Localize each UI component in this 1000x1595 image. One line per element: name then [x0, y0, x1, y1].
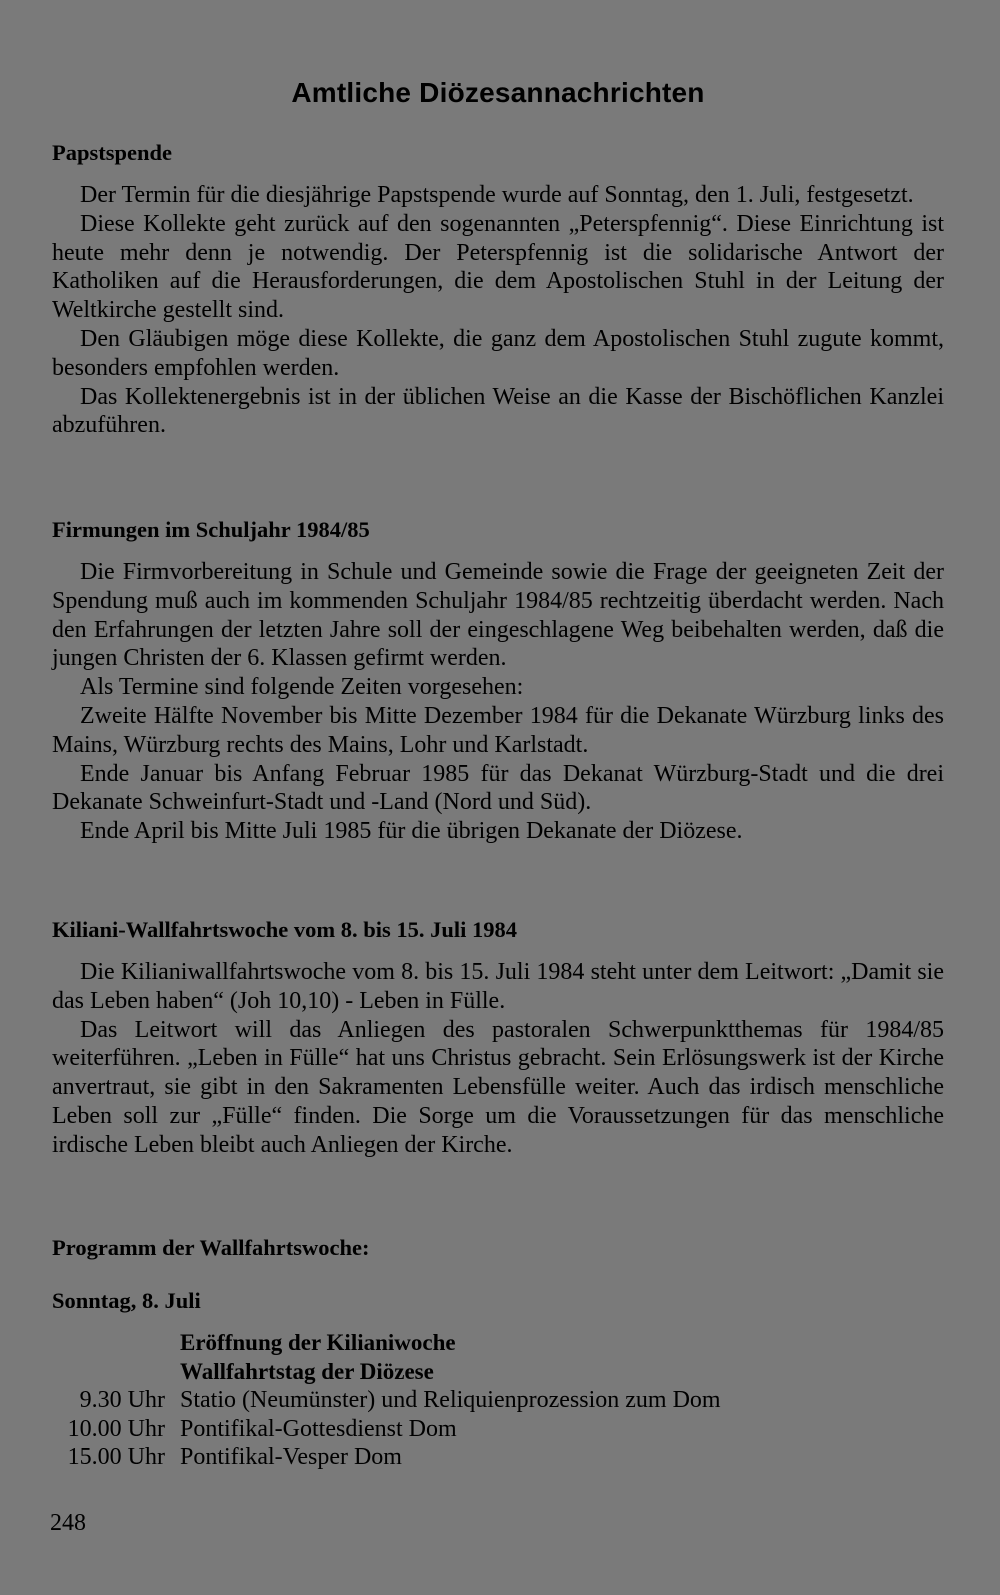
program-item: [52, 1443, 944, 1472]
section-papstspende: [52, 138, 944, 440]
program-title-row: [52, 1358, 944, 1387]
section-heading: Kiliani-Wallfahrtswoche vom 8. bis 15. Juli 1984: [52, 917, 518, 942]
program-item: [52, 1415, 944, 1444]
program-title-row: [52, 1329, 944, 1358]
document-page: [52, 70, 944, 1560]
section-heading: Firmungen im Schuljahr 1984/85: [52, 517, 370, 542]
program-item: [52, 1386, 944, 1415]
paragraph: Als Termine sind folgende Zeiten vorgesehen:: [80, 674, 524, 701]
section-firmungen: [52, 515, 944, 846]
program-text: Statio (Neumünster) und Reliquienprozession zum Dom: [180, 1387, 721, 1414]
section-kiliani: [52, 915, 944, 1160]
paragraph: Der Termin für die diesjährige Papstspende wurde auf Sonntag, den 1. Juli, festgesetzt.: [80, 182, 914, 208]
section-program: [52, 1233, 944, 1472]
program-heading: Programm der Wallfahrtswoche:: [52, 1235, 370, 1260]
paragraph: Zweite Hälfte November bis Mitte Dezember 1984 für die Dekanate Würzburg links des Mains, Würzburg rechts des Mains, Lohr und Karlstadt.: [52, 702, 944, 758]
paragraph: Die Firmvorbereitung in Schule und Gemeinde sowie die Frage der geeigneten Zeit der Spendung muß auch im kommenden Schuljahr 1984/85 rechtzeitig überdacht werden. Nach den Erfahrungen der letzten Jahre soll der eingeschlagene Weg beibehalten werden, daß die jungen Christen der 6. Klassen gefirmt werden.: [52, 559, 944, 672]
paragraph: Den Gläubigen möge diese Kollekte, die ganz dem Apostolischen Stuhl zugute kommt, besonders empfohlen werden.: [52, 325, 944, 381]
program-time: 9.30 Uhr: [79, 1387, 165, 1414]
page-number: 248: [50, 1510, 86, 1536]
paragraph: Das Kollektenergebnis ist in der üblichen Weise an die Kasse der Bischöflichen Kanzlei abzuführen.: [52, 383, 944, 439]
program-title: Wallfahrtstag der Diözese: [180, 1358, 434, 1384]
page-title: Amtliche Diözesannachrichten: [291, 77, 705, 108]
paragraph: Diese Kollekte geht zurück auf den sogenannten „Peterspfennig“. Diese Einrichtung ist heute mehr denn je notwendig. Der Peterspfennig ist die solidarische Antwort der Katholiken auf die Herausforderungen, die dem Apostolischen Stuhl in der Leitung der Weltkirche gestellt sind.: [52, 210, 944, 324]
paragraph: Die Kilianiwallfahrtswoche vom 8. bis 15. Juli 1984 steht unter dem Leitwort: „Damit sie das Leben haben“ (Joh 10,10) - Leben in Fülle.: [52, 959, 944, 1014]
section-heading: Papstspende: [52, 140, 173, 165]
paragraph: Ende Januar bis Anfang Februar 1985 für das Dekanat Würzburg-Stadt und die drei Dekanate Schweinfurt-Stadt und -Land (Nord und Süd).: [52, 760, 944, 816]
program-time: 10.00 Uhr: [67, 1415, 165, 1442]
paragraph: Das Leitwort will das Anliegen des pastoralen Schwerpunktthemas für 1984/85 weiterführen. „Leben in Fülle“ hat uns Christus gebracht. Sein Erlösungswerk ist der Kirche anvertraut, sie gibt in den Sakramenten Lebensfülle weiter. Auch das irdisch menschliche Leben soll zur „Fülle“ finden. Die Sorge um die Voraussetzungen für das menschliche irdische Leben bleibt auch Anliegen der Kirche.: [52, 1016, 944, 1158]
program-day: Sonntag, 8. Juli: [52, 1288, 201, 1313]
program-time: 15.00 Uhr: [67, 1444, 165, 1471]
program-text: Pontifikal-Vesper Dom: [180, 1444, 402, 1471]
program-title: Eröffnung der Kilianiwoche: [180, 1330, 456, 1355]
paragraph: Ende April bis Mitte Juli 1985 für die übrigen Dekanate der Diözese.: [80, 818, 743, 845]
program-text: Pontifikal-Gottesdienst Dom: [180, 1415, 457, 1442]
